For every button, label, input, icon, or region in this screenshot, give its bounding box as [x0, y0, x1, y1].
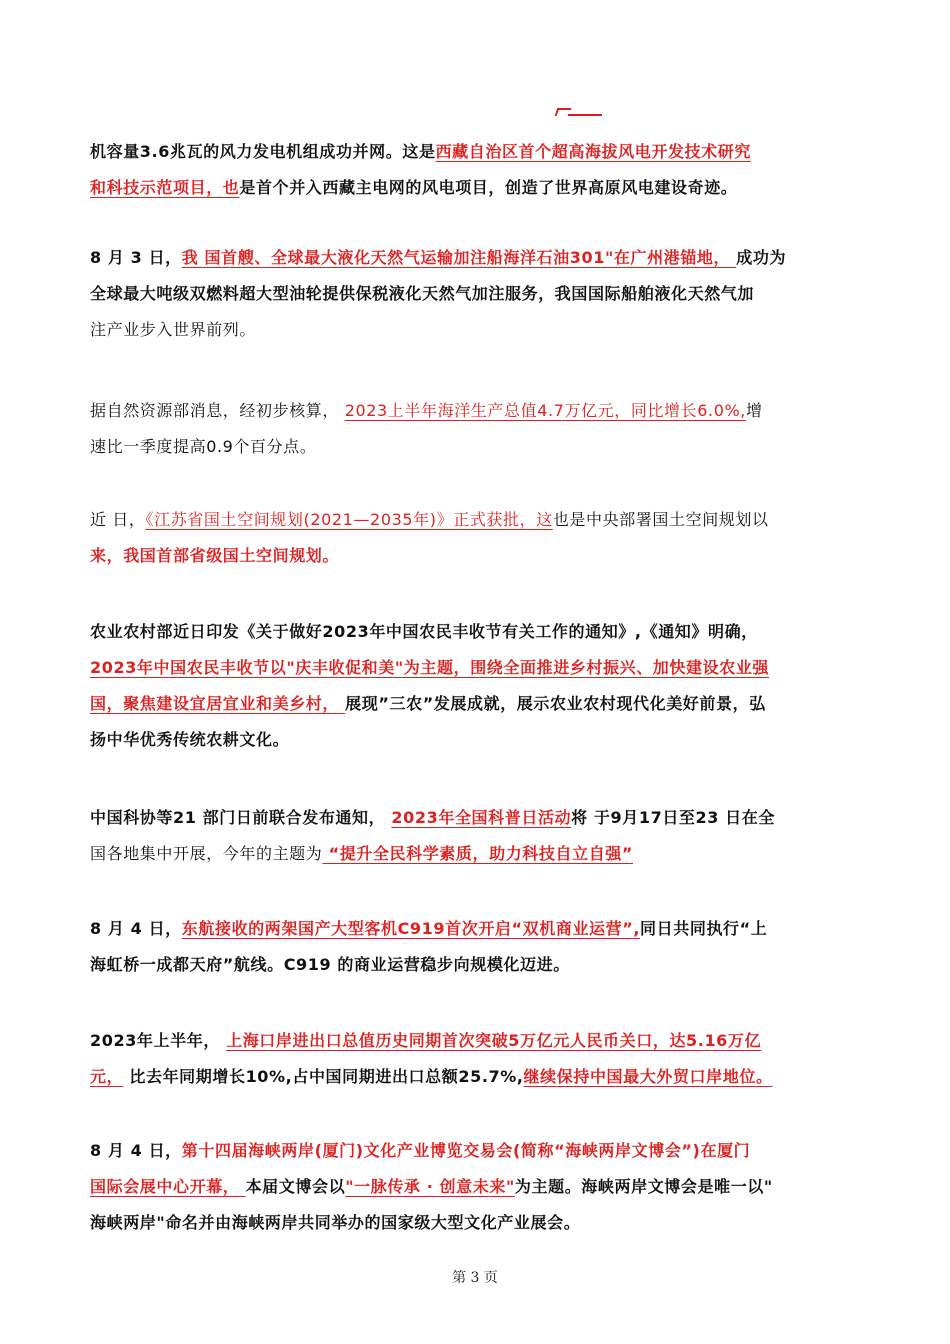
highlighted-text: 国际会展中心开幕， — [90, 1177, 246, 1196]
text-line — [90, 1023, 860, 1059]
text-segment: 海虹桥一成都天府”航线。C919 的商业运营稳步向规模化迈进。 — [90, 955, 570, 974]
text-line — [90, 722, 860, 758]
text-line — [90, 240, 860, 276]
red-mark-decoration — [556, 104, 602, 118]
text-line — [90, 276, 860, 312]
text-line — [90, 170, 860, 206]
text-segment: 也是中央部署国土空间规划以 — [552, 510, 769, 529]
text-segment: 将 于9月17日至23 日在全 — [571, 808, 775, 827]
text-line — [90, 1205, 860, 1241]
paragraph-shanghai-port — [90, 1023, 860, 1095]
text-segment: 海峡两岸"命名并由海峡两岸共同举办的国家级大型文化产业展会。 — [90, 1213, 581, 1232]
paragraph-science-day — [90, 800, 860, 872]
text-line — [90, 836, 860, 872]
highlighted-text: 国，聚焦建设宜居宜业和美乡村， — [90, 694, 346, 713]
text-segment: 扬中华优秀传统农耕文化。 — [90, 730, 290, 749]
paragraph-jiangsu-plan — [90, 502, 860, 574]
text-line — [90, 686, 860, 722]
highlighted-text: 东航接收的两架国产大型客机C919首次开启“双机商业运营”, — [181, 919, 641, 938]
text-line — [90, 429, 860, 465]
text-segment: 8 月 4 日， — [90, 919, 182, 938]
highlighted-text: 上海口岸进出口总值历史同期首次突破5万亿元人民币关口，达5.16万亿 — [226, 1031, 762, 1050]
highlighted-text: “提升全民科学素质，助力科技自立自强” — [322, 844, 634, 863]
text-segment: 速比一季度提高0.9个百分点。 — [90, 437, 317, 456]
text-segment: 国各地集中开展，今年的主题为 — [90, 844, 323, 863]
text-line — [90, 911, 860, 947]
paragraph-harvest-festival — [90, 614, 860, 758]
text-line — [90, 1133, 860, 1169]
text-segment: 增 — [746, 401, 763, 420]
highlighted-text: 《江苏省国土空间规划(2021—2035年)》正式获批，这 — [145, 510, 553, 529]
paragraph-cross-strait-expo — [90, 1133, 860, 1241]
highlighted-text: 继续保持中国最大外贸口岸地位。 — [523, 1067, 773, 1086]
text-line — [90, 614, 860, 650]
text-line — [90, 800, 860, 836]
text-segment: 成功为 — [736, 248, 787, 267]
paragraph-lng-vessel — [90, 240, 860, 348]
highlighted-text: 我 国首艘、全球最大液化天然气运输加注船海洋石油301"在广州港锚地， — [181, 248, 737, 267]
highlighted-text: "一脉传承 · 创意未来" — [345, 1177, 515, 1196]
text-line — [90, 393, 860, 429]
text-segment: 注产业步入世界前列。 — [90, 320, 257, 339]
text-segment: 中国科协等21 部门日前联合发布通知， — [90, 808, 392, 827]
text-line — [90, 1059, 860, 1095]
highlighted-text: 和科技示范项目，也 — [90, 178, 240, 197]
text-segment: 比去年同期增长10%,占中国同期进出口总额25.7%, — [123, 1067, 524, 1086]
text-line — [90, 1169, 860, 1205]
text-segment: 同日共同执行“上 — [640, 919, 768, 938]
text-segment: 本届文博会以 — [245, 1177, 346, 1196]
text-line — [90, 502, 860, 538]
text-segment: 8 月 3 日， — [90, 248, 182, 267]
text-segment: 8 月 4 日， — [90, 1141, 182, 1160]
text-segment: 近 日， — [90, 510, 146, 529]
paragraph-c919 — [90, 911, 860, 983]
text-line — [90, 538, 860, 574]
highlighted-text: 2023年中国农民丰收节以"庆丰收促和美"为主题，围绕全面推进乡村振兴、加快建设农业强 — [90, 658, 770, 677]
text-segment: 全球最大吨级双燃料超大型油轮提供保税液化天然气加注服务，我国国际船舶液化天然气加 — [90, 284, 755, 303]
paragraph-wind-power — [90, 134, 860, 206]
page-number: 第 3 页 — [452, 1270, 498, 1286]
text-segment: 为主题。海峡两岸文博会是唯一以" — [514, 1177, 773, 1196]
text-line — [90, 947, 860, 983]
highlighted-text: 西藏自治区首个超高海拔风电开发技术研究 — [435, 142, 751, 161]
highlighted-text: 2023年全国科普日活动 — [391, 808, 572, 827]
paragraph-ocean-gdp — [90, 393, 860, 465]
text-segment: 展现”三农”发展成就，展示农业农村现代化美好前景，弘 — [345, 694, 766, 713]
text-segment: 据自然资源部消息，经初步核算， — [90, 401, 345, 420]
text-line — [90, 134, 860, 170]
text-line — [90, 650, 860, 686]
highlighted-text: 第十四届海峡两岸(厦门)文化产业博览交易会(简称“海峡两岸文博会”)在厦门 — [181, 1141, 751, 1160]
highlighted-text: 来，我国首部省级国土空间规划。 — [90, 546, 340, 565]
text-segment: 是首个并入西藏主电网的风电项目，创造了世界高原风电建设奇迹。 — [239, 178, 738, 197]
highlighted-text: 元， — [90, 1067, 124, 1086]
highlighted-text: 2023上半年海洋生产总值4.7万亿元，同比增长6.0%, — [344, 401, 746, 420]
text-segment: 农业农村部近日印发《关于做好2023年中国农民丰收节有关工作的通知》,《通知》明确， — [90, 622, 758, 641]
text-line — [90, 312, 860, 348]
text-segment: 2023年上半年， — [90, 1031, 227, 1050]
text-segment: 机容量3.6兆瓦的风力发电机组成功并网。这是 — [90, 142, 436, 161]
